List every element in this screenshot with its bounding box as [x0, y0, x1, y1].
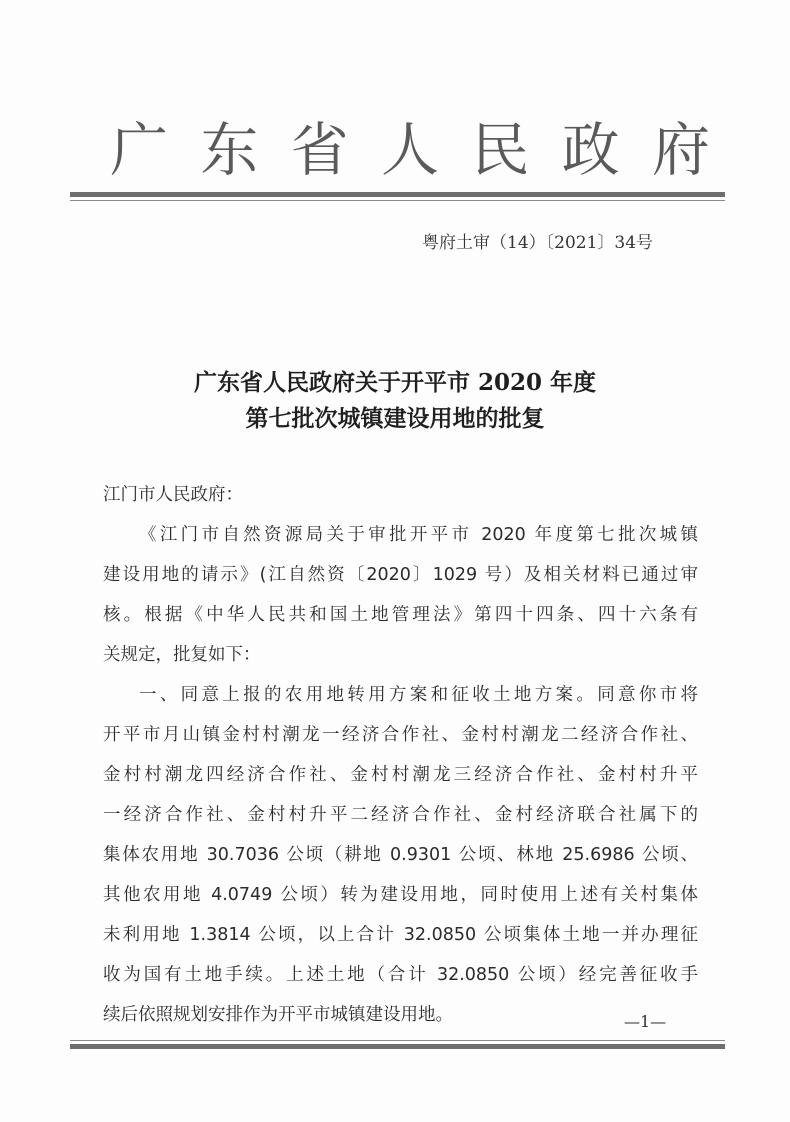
header-rule-thick: [70, 192, 725, 197]
document-title-line-1: 广东省人民政府关于开平市 2020 年度: [193, 369, 597, 396]
masthead-char: 府: [651, 116, 710, 184]
footer-rule-thick: [70, 1044, 725, 1049]
masthead-title: [110, 100, 710, 190]
paragraph-line: 其他农用地 4.0749 公顷）转为建设用地，同时使用上述有关村集体: [103, 885, 698, 905]
paragraph-line: 一经济合作社、金村村升平二经济合作社、金村经济联合社属下的: [103, 805, 698, 825]
masthead-char: 政: [561, 116, 620, 184]
paragraph-line: 收为国有土地手续。上述土地（合计 32.0850 公顷）经完善征收手: [103, 965, 698, 985]
salutation: 江门市人民政府：: [103, 485, 243, 505]
paragraph-line: 建设用地的请示》(江自然资〔2020〕1029 号）及相关材料已通过审: [103, 565, 698, 585]
document-number: 粤府土审（14）〔2021〕34号: [422, 233, 654, 253]
paragraph-line: 集体农用地 30.7036 公顷（耕地 0.9301 公顷、林地 25.6986 公顷、: [103, 845, 698, 865]
paragraph-line: 续后依照规划安排作为开平市城镇建设用地。: [103, 1005, 453, 1025]
masthead-char: 广: [110, 116, 169, 184]
paragraph-line: 《江门市自然资源局关于审批开平市 2020 年度第七批次城镇: [139, 525, 698, 545]
paragraph-line: 一、同意上报的农用地转用方案和征收土地方案。同意你市将: [139, 685, 698, 705]
page-number: —1—: [624, 1012, 667, 1031]
header-rule-thin: [70, 200, 725, 201]
document-title-line-2: 第七批次城镇建设用地的批复: [245, 405, 545, 432]
footer-rule-thin: [70, 1040, 725, 1041]
masthead-char: 东: [200, 116, 259, 184]
masthead-char: 民: [471, 116, 530, 184]
paragraph-line: 开平市月山镇金村村潮龙一经济合作社、金村村潮龙二经济合作社、: [103, 725, 698, 745]
paragraph-line: 金村村潮龙四经济合作社、金村村潮龙三经济合作社、金村村升平: [103, 765, 698, 785]
paragraph-line: 核。根据《中华人民共和国土地管理法》第四十四条、四十六条有: [103, 605, 698, 625]
paragraph-line: 未利用地 1.3814 公顷，以上合计 32.0850 公顷集体土地一并办理征: [103, 925, 698, 945]
masthead-char: 人: [380, 116, 439, 184]
masthead-char: 省: [290, 116, 349, 184]
paragraph-line: 关规定，批复如下：: [103, 645, 261, 665]
